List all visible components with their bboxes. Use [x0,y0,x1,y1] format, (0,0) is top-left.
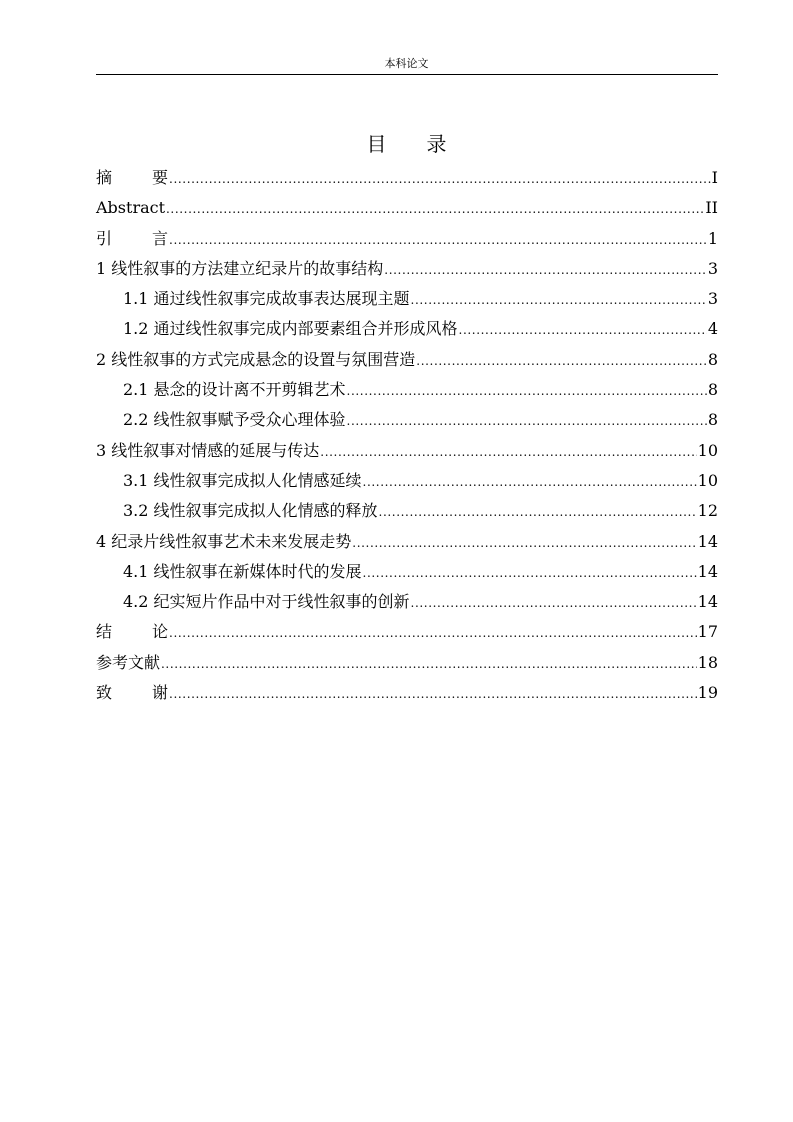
toc-leader-dots [379,497,697,527]
toc-entry-label: 2.2 线性叙事赋予受众心理体验 [123,410,346,430]
toc-entry-section-2-1[interactable] [96,375,718,405]
toc-leader-dots [384,255,707,285]
toc-entry-section-2-2[interactable] [96,405,718,435]
toc-entry-page: 17 [697,622,718,642]
toc-entry-section-3-1[interactable] [96,466,718,496]
toc-entry-label: Abstract [96,198,166,218]
toc-title-char-1: 目 [366,132,387,156]
running-header: 本科论文 [384,57,429,70]
toc-entry-label: 1.1 通过线性叙事完成故事表达展现主题 [123,289,410,309]
header-rule [96,74,718,75]
toc-entry-page: 8 [707,380,718,400]
toc-entry-page: 14 [697,592,718,612]
toc-entry-page: 12 [697,501,718,521]
toc-entry-page: 18 [697,652,718,672]
toc-entry-label: 1 线性叙事的方法建立纪录片的故事结构 [96,258,384,278]
table-of-contents [96,163,718,708]
toc-entry-label: 参考文献 [96,652,161,672]
toc-leader-dots [416,346,707,376]
toc-entry-introduction[interactable] [96,224,718,254]
toc-entry-page: II [705,198,718,218]
toc-entry-label: 3.1 线性叙事完成拟人化情感延续 [123,470,362,490]
toc-leader-dots [169,618,697,648]
toc-entry-section-4-2[interactable] [96,587,718,617]
toc-title-char-2: 录 [426,132,447,156]
toc-leader-dots [161,649,697,679]
toc-entry-label: 2 线性叙事的方式完成悬念的设置与氛围营造 [96,349,416,369]
toc-leader-dots [459,315,707,345]
toc-entry-acknowledgements[interactable] [96,678,718,708]
toc-entry-abstract-en[interactable] [96,193,718,223]
toc-entry-page: 8 [707,410,718,430]
toc-entry-label: 4 纪录片线性叙事艺术未来发展走势 [96,531,352,551]
toc-entry-page: 14 [697,561,718,581]
toc-leader-dots [411,588,697,618]
toc-leader-dots [411,285,707,315]
toc-entry-chapter-4[interactable] [96,527,718,557]
toc-entry-section-4-1[interactable] [96,557,718,587]
toc-entry-page: 10 [697,470,718,490]
toc-leader-dots [169,164,711,194]
toc-entry-page: 4 [707,319,718,339]
toc-entry-page: 8 [707,349,718,369]
toc-entry-label: 3 线性叙事对情感的延展与传达 [96,440,320,460]
toc-entry-chapter-3[interactable] [96,436,718,466]
toc-title [96,132,717,156]
toc-leader-dots [347,406,707,436]
toc-entry-page: 3 [707,289,718,309]
toc-entry-page: 14 [697,531,718,551]
toc-entry-references[interactable] [96,648,718,678]
toc-entry-label: 引 言 [96,228,169,248]
toc-entry-label: 致 谢 [96,683,169,703]
toc-entry-section-3-2[interactable] [96,496,718,526]
toc-leader-dots [363,558,697,588]
toc-entry-label: 结 论 [96,622,169,642]
toc-leader-dots [363,467,697,497]
toc-entry-label: 2.1 悬念的设计离不开剪辑艺术 [123,380,346,400]
toc-leader-dots [169,679,697,709]
toc-entry-page: 19 [697,683,718,703]
toc-entry-abstract-cn[interactable] [96,163,718,193]
toc-entry-page: 10 [697,440,718,460]
toc-leader-dots [320,437,696,467]
toc-entry-label: 3.2 线性叙事完成拟人化情感的释放 [123,501,378,521]
toc-entry-label: 4.2 纪实短片作品中对于线性叙事的创新 [123,592,410,612]
toc-entry-page: 3 [707,258,718,278]
toc-leader-dots [169,225,707,255]
toc-entry-label: 1.2 通过线性叙事完成内部要素组合并形成风格 [123,319,458,339]
toc-entry-section-1-2[interactable] [96,314,718,344]
toc-entry-page: 1 [707,228,718,248]
toc-entry-label: 摘 要 [96,168,169,187]
toc-entry-section-1-1[interactable] [96,284,718,314]
toc-entry-label: 4.1 线性叙事在新媒体时代的发展 [123,561,362,581]
toc-entry-chapter-2[interactable] [96,345,718,375]
toc-leader-dots [352,528,696,558]
toc-entry-conclusion[interactable] [96,617,718,647]
toc-leader-dots [347,376,707,406]
toc-leader-dots [166,194,704,224]
toc-entry-page: I [711,168,718,187]
toc-entry-chapter-1[interactable] [96,254,718,284]
